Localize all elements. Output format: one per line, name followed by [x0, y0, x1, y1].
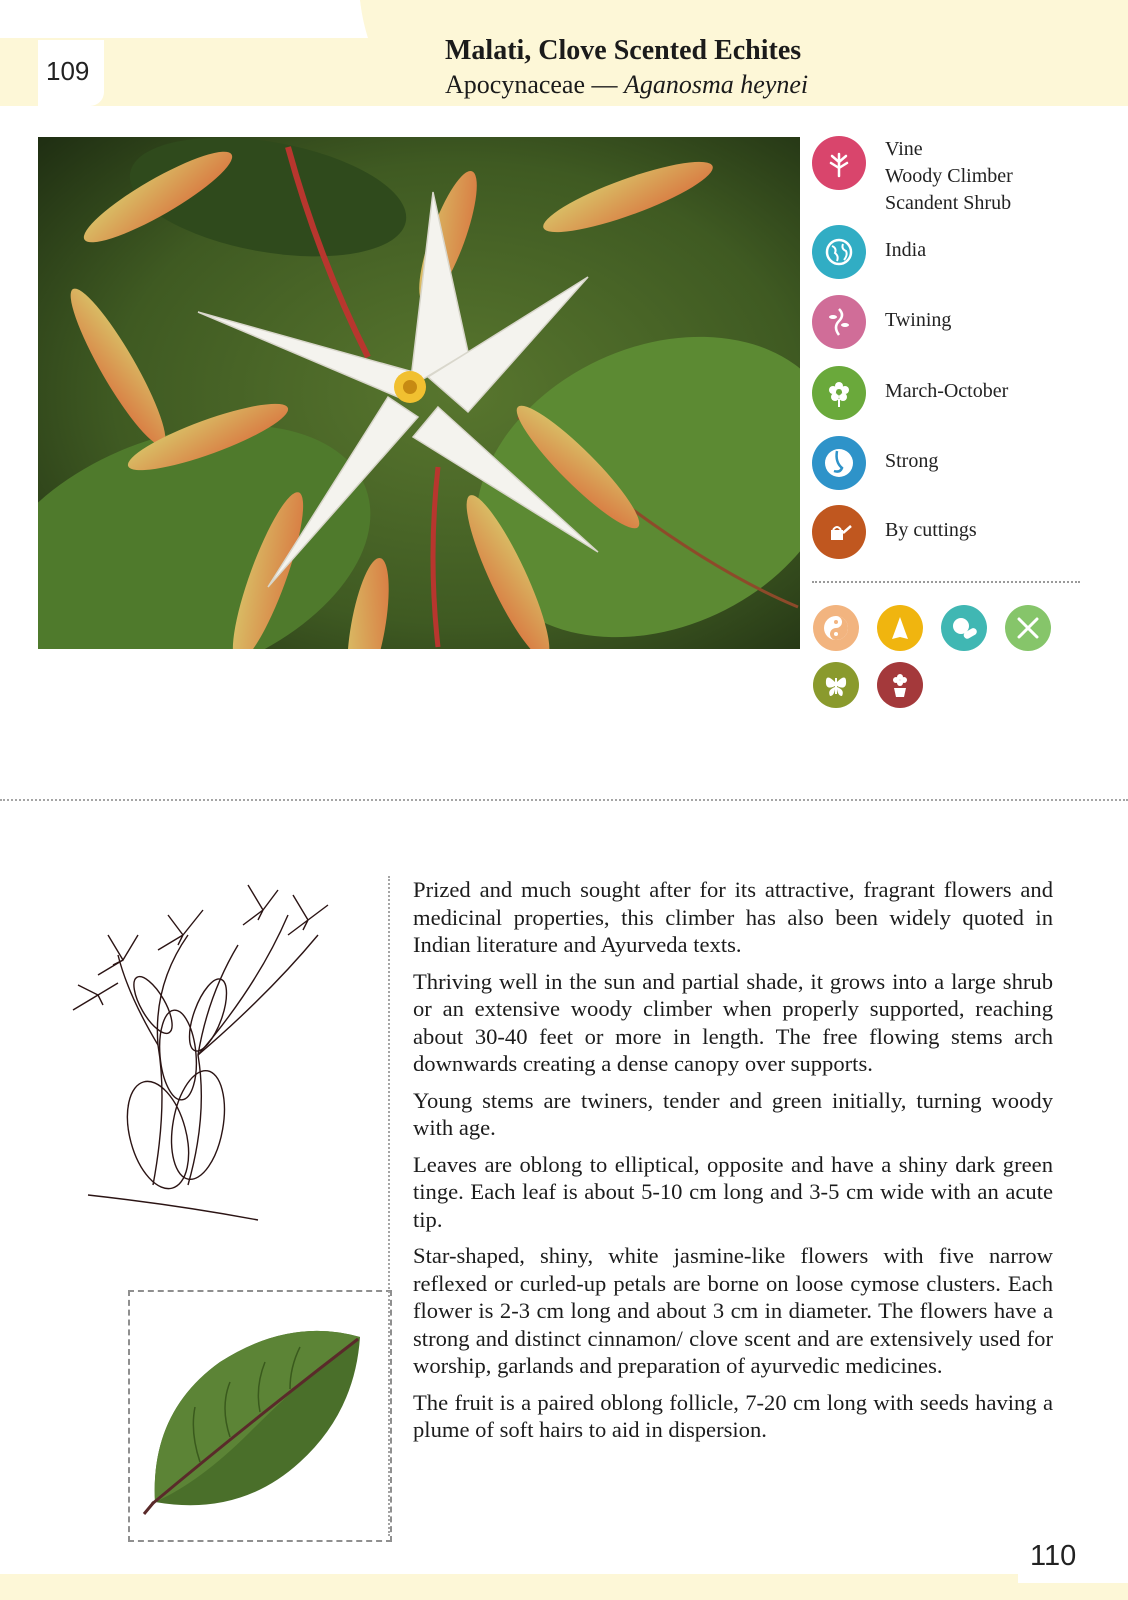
habit-label: Twining	[885, 309, 952, 331]
description-paragraph: Prized and much sought after for its attractive, fragrant flowers and medicinal properties, this climber has also been widely quoted in Indian literature and Ayurveda texts.	[413, 877, 1053, 957]
description-paragraph: Thriving well in the sun and partial shade, it grows into a large shrub or an extensive woody climber when properly supported, reaching about 30-40 feet or more in length. The free flowing stems arch downwards creating a dense canopy over supports.	[413, 968, 1053, 1076]
watering-can-icon	[812, 505, 866, 559]
attr-habit	[812, 295, 952, 349]
attr-plant-type	[812, 136, 1013, 214]
twining-stem-icon	[812, 295, 866, 349]
plant-type-line: Woody Climber	[885, 165, 1013, 187]
nose-scent-icon	[812, 436, 866, 490]
plant-type-label	[885, 136, 1013, 217]
attr-flowering	[812, 366, 1009, 420]
butterfly-icon	[813, 662, 859, 708]
description-paragraph: The fruit is a paired oblong follicle, 7-20 cm long with seeds having a plume of soft hairs to aid in dispersion.	[413, 1389, 1053, 1442]
footer-band	[0, 1574, 1128, 1600]
plant-type-icon	[812, 136, 866, 190]
fragrance-label: Strong	[885, 450, 939, 472]
description-paragraph: Star-shaped, shiny, white jasmine-like flowers with five narrow reflexed or curled-up petals are borne on loose cymose clusters. Each flower is 2-3 cm long and about 3 cm in diameter. The flowers have a strong and distinct cinnamon/ clove scent and are extensively used for worship, garlands and preparation of ayurvedic medicines.	[413, 1243, 1053, 1378]
attr-fragrance	[812, 436, 939, 490]
plant-line-drawing	[58, 875, 358, 1260]
section-divider	[0, 799, 1128, 801]
origin-label: India	[885, 239, 927, 261]
attr-propagation	[812, 505, 977, 559]
flowering-label: March-October	[885, 380, 1009, 402]
yin-yang-icon	[813, 605, 859, 651]
page-number-right: 110	[1030, 1540, 1077, 1572]
page-number-left: 109	[46, 56, 90, 86]
attribute-divider	[812, 581, 1080, 583]
flower-photo	[38, 137, 800, 649]
attr-origin	[812, 225, 927, 279]
plant-botanical-name: Aganosma heynei	[624, 70, 809, 99]
leaf-photo-frame	[128, 1290, 392, 1542]
propagation-label: By cuttings	[885, 519, 977, 541]
description-paragraph: Leaves are oblong to elliptical, opposite and have a shiny dark green tinge. Each leaf is about 5-10 cm long and 3-5 cm wide with an acute tip.	[413, 1151, 1053, 1232]
praying-hands-icon	[877, 605, 923, 651]
plant-family: Apocynaceae —	[445, 70, 625, 99]
description-text	[413, 876, 1053, 1453]
description-paragraph: Young stems are twiners, tender and green initially, turning woody with age.	[413, 1087, 1053, 1140]
flower-icon	[812, 366, 866, 420]
potted-flower-icon	[877, 662, 923, 708]
plant-type-line: Vine	[885, 138, 923, 160]
medicine-pill-icon	[941, 605, 987, 651]
fork-knife-icon	[1005, 605, 1051, 651]
plant-common-name: Malati, Clove Scented Echites	[445, 35, 802, 66]
globe-icon	[812, 225, 866, 279]
leaf-photo	[130, 1292, 390, 1540]
column-divider	[388, 876, 390, 1536]
plant-family-line	[445, 70, 808, 100]
plant-type-line: Scandent Shrub	[885, 192, 1012, 214]
